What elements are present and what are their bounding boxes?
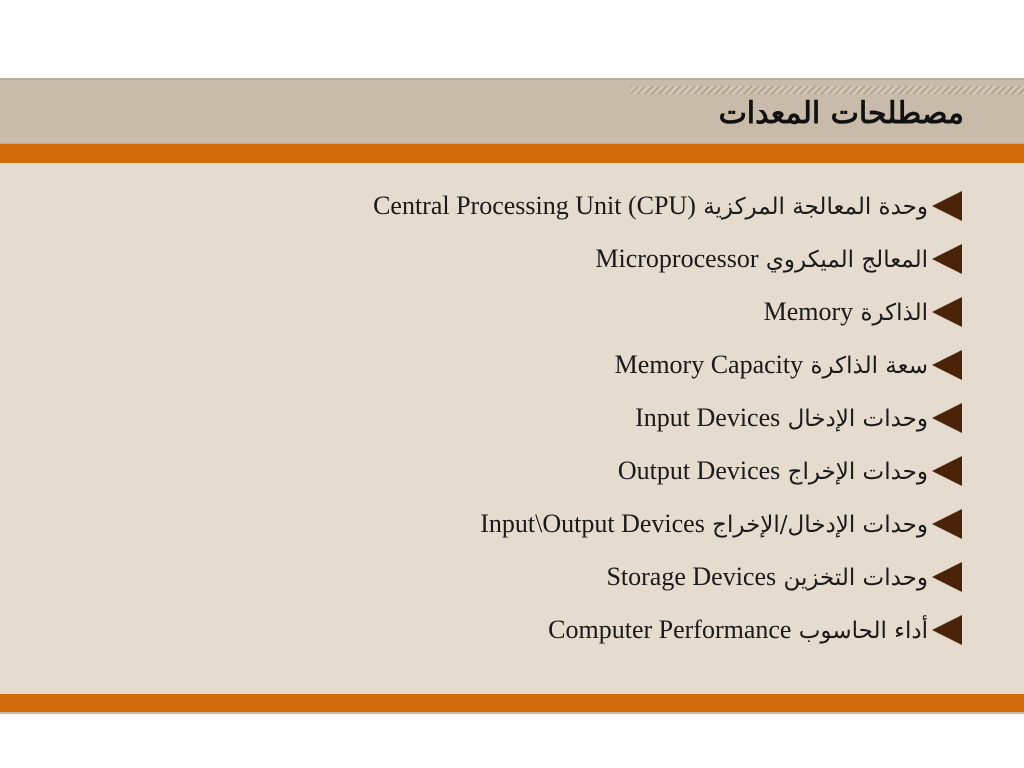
list-item — [373, 232, 962, 285]
bullet-arabic-text: المعالج الميكروي — [765, 246, 928, 273]
bullet-text — [606, 562, 928, 592]
bullet-english-text: Memory Capacity — [614, 349, 804, 379]
left-triangle-icon — [932, 456, 962, 486]
bullet-arabic-text: وحدة المعالجة المركزية — [703, 193, 928, 220]
list-item — [373, 444, 962, 497]
list-item — [373, 338, 962, 391]
bullet-text — [615, 350, 928, 380]
list-item — [373, 179, 962, 232]
bullet-english-text: Input\Output Devices — [480, 508, 705, 538]
bullet-text — [764, 297, 928, 327]
slide-title: مصطلحات المعدات — [718, 96, 964, 131]
bullet-arabic-text: وحدات التخزين — [783, 564, 928, 591]
bullet-english-text: Output Devices — [617, 455, 781, 485]
bullet-english-text: Computer Performance — [548, 614, 792, 644]
bullet-text — [595, 244, 928, 274]
bullet-english-text: Storage Devices — [606, 561, 777, 591]
left-triangle-icon — [932, 191, 962, 221]
list-item — [373, 603, 962, 656]
decorative-hatch — [630, 86, 1024, 94]
title-band — [0, 78, 1024, 144]
bullet-arabic-text: وحدات الإخراج — [787, 458, 928, 485]
bullet-text — [373, 191, 928, 221]
bullet-text — [635, 403, 928, 433]
left-triangle-icon — [932, 403, 962, 433]
left-triangle-icon — [932, 562, 962, 592]
bullet-arabic-text: وحدات الإدخال/الإخراج — [712, 511, 928, 538]
bullet-english-text: Memory — [763, 296, 854, 326]
bullet-arabic-text: الذاكرة — [860, 299, 928, 326]
list-item — [373, 285, 962, 338]
list-item — [373, 550, 962, 603]
bullet-english-text: Central Processing Unit (CPU) — [373, 190, 696, 220]
list-item — [373, 497, 962, 550]
bullet-text — [548, 615, 928, 645]
accent-bar-bottom — [0, 694, 1024, 714]
bullet-list — [373, 179, 962, 656]
left-triangle-icon — [932, 350, 962, 380]
bullet-text — [618, 456, 928, 486]
list-item — [373, 391, 962, 444]
left-triangle-icon — [932, 297, 962, 327]
left-triangle-icon — [932, 244, 962, 274]
bullet-english-text: Input Devices — [635, 402, 781, 432]
left-triangle-icon — [932, 509, 962, 539]
left-triangle-icon — [932, 615, 962, 645]
bullet-arabic-text: سعة الذاكرة — [810, 352, 928, 379]
accent-bar-top — [0, 144, 1024, 163]
bullet-arabic-text: أداء الحاسوب — [798, 617, 928, 644]
bullet-english-text: Microprocessor — [595, 243, 759, 273]
bullet-arabic-text: وحدات الإدخال — [787, 405, 928, 432]
bullet-text — [480, 509, 928, 539]
